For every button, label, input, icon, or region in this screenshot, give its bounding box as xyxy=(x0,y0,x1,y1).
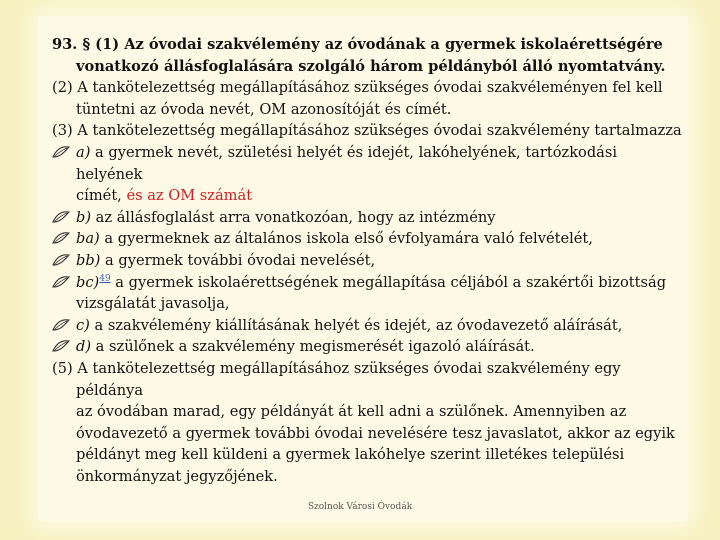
bullet-a xyxy=(52,142,684,207)
ornament-leaf-icon xyxy=(52,232,70,246)
section-title xyxy=(52,34,684,77)
bullet-bc-text-2: vizsgálatát javasolja, xyxy=(76,295,230,313)
paragraph-3: (3) A tankötelezettség megállapításához szükséges óvodai szakvélemény tartalmazza xyxy=(52,122,682,140)
bullet-a-text: a gyermek nevét, születési helyét és idejét, lakóhelyének, tartózkodási helyének xyxy=(76,143,618,183)
para2-line-1: (2) A tankötelezettség megállapításához szükséges óvodai szakvéleményen fel kell xyxy=(52,79,663,97)
bullet-b-label: b) xyxy=(76,208,92,226)
bullet-bc-label: bc) xyxy=(76,273,100,291)
bullet-bc-text: a gyermek iskolaérettségének megállapítása céljából a szakértői bizottság xyxy=(110,273,667,291)
bullet-ba xyxy=(52,228,684,250)
ornament-leaf-icon xyxy=(52,254,70,268)
bullet-ba-label: ba) xyxy=(76,230,100,248)
document-body xyxy=(52,34,684,487)
para5-line-5: önkormányzat jegyzőjének. xyxy=(76,467,278,485)
bullet-d xyxy=(52,336,684,358)
ornament-leaf-icon xyxy=(52,276,70,290)
paragraph-2 xyxy=(52,77,684,120)
bullet-bb-text: a gyermek további óvodai nevelését, xyxy=(100,251,376,269)
ornament-leaf-icon xyxy=(52,211,70,225)
bullet-c-text: a szakvélemény kiállításának helyét és idejét, az óvodavezető aláírását, xyxy=(89,316,623,334)
ornament-leaf-icon xyxy=(52,319,70,333)
bullet-bb-label: bb) xyxy=(76,251,101,269)
para5-line-3: óvodavezető a gyermek további óvodai nevelésére tesz javaslatot, akkor az egyik xyxy=(76,424,675,442)
bullet-bb xyxy=(52,250,684,272)
bullet-b xyxy=(52,207,684,229)
para5-line-2: az óvodában marad, egy példányát át kell adni a szülőnek. Amennyiben az xyxy=(76,403,627,421)
title-line-2: vonatkozó állásfoglalására szolgáló három példányból álló nyomtatvány. xyxy=(76,57,666,75)
footer-caption: Szolnok Városi Óvodák xyxy=(307,502,413,512)
para2-line-2: tüntetni az óvoda nevét, OM azonosítóját és címét. xyxy=(76,100,452,118)
bullet-c-label: c) xyxy=(76,316,90,334)
bullet-a-red-text: és az OM számát xyxy=(121,187,253,205)
footnote-link[interactable]: 49 xyxy=(99,273,111,284)
ornament-leaf-icon xyxy=(52,340,70,354)
title-line-1: 93. § (1) Az óvodai szakvélemény az óvodának a gyermek iskolaérettségére xyxy=(52,36,663,53)
bullet-a-text-2: címét, xyxy=(76,187,122,205)
bullet-bc xyxy=(52,272,684,315)
bullet-c xyxy=(52,315,684,337)
para5-line-4: példányt meg kell küldeni a gyermek lakóhelye szerint illetékes települési xyxy=(76,446,625,464)
bullet-b-text: az állásfoglalást arra vonatkozóan, hogy az intézmény xyxy=(91,208,496,226)
ornament-leaf-icon xyxy=(52,146,70,160)
bullet-d-label: d) xyxy=(76,338,92,356)
paragraph-5 xyxy=(52,358,684,488)
para5-line-1: (5) A tankötelezettség megállapításához szükséges óvodai szakvélemény egy példánya xyxy=(52,359,621,399)
bullet-d-text: a szülőnek a szakvélemény megismerését igazoló aláírását. xyxy=(91,338,535,356)
bullet-ba-text: a gyermeknek az általános iskola első évfolyamára való felvételét, xyxy=(99,230,593,248)
bullet-a-label: a) xyxy=(76,143,91,161)
